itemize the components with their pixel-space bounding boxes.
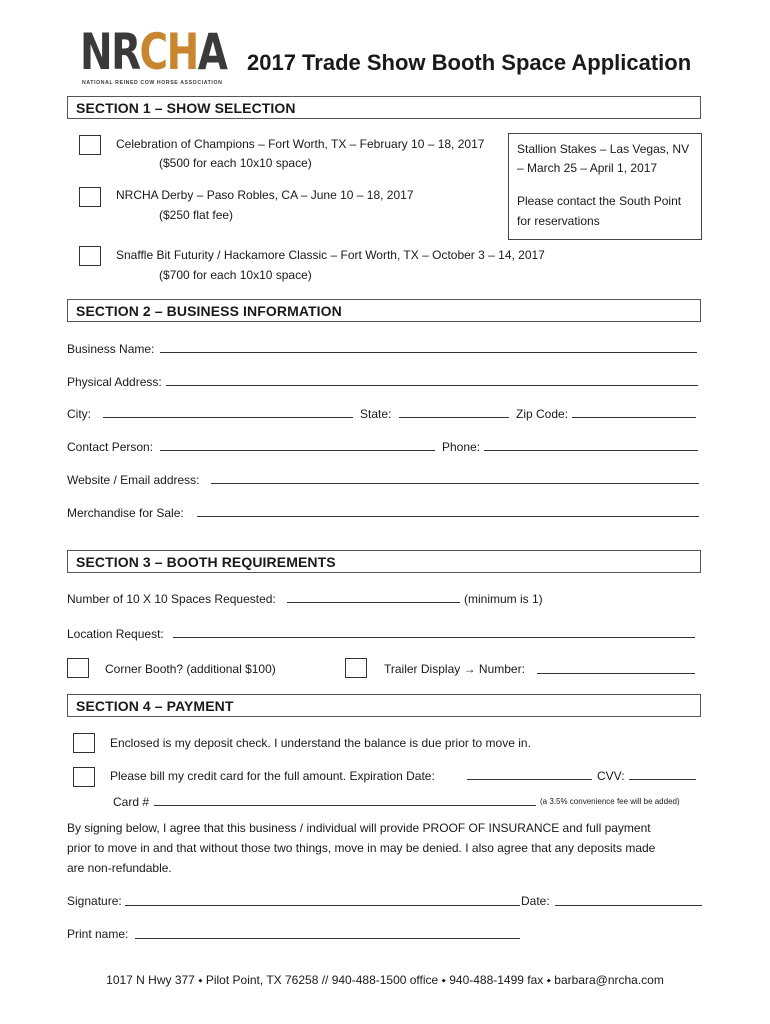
signature-field[interactable]	[125, 905, 520, 906]
website-field[interactable]	[211, 483, 699, 484]
section-1-header: SECTION 1 – SHOW SELECTION	[67, 96, 701, 119]
contact-person-label: Contact Person:	[67, 440, 154, 454]
spaces-field[interactable]	[287, 602, 460, 603]
stallion-line1: Stallion Stakes – Las Vegas, NV	[517, 142, 690, 156]
spaces-label: Number of 10 X 10 Spaces Requested:	[67, 592, 276, 606]
contact-person-field[interactable]	[160, 450, 435, 451]
cvv-field[interactable]	[629, 779, 696, 780]
print-name-field[interactable]	[135, 938, 520, 939]
location-field[interactable]	[173, 637, 695, 638]
merchandise-field[interactable]	[197, 516, 699, 517]
trailer-display-label: Trailer Display → Number:	[384, 662, 525, 676]
business-name-field[interactable]	[160, 352, 697, 353]
card-number-field[interactable]	[154, 805, 536, 806]
credit-card-label: Please bill my credit card for the full amount. Expiration Date:	[110, 769, 435, 783]
expiration-date-field[interactable]	[467, 779, 592, 780]
page-title: 2017 Trade Show Booth Space Application	[247, 50, 692, 75]
card-number-label: Card #	[113, 795, 150, 809]
state-field[interactable]	[399, 417, 509, 418]
footer-contact: 1017 N Hwy 377 ⬩ Pilot Point, TX 76258 // 940-488-1500 office ⬩ 940-488-1499 fax ⬩ barbara@nrcha.com	[106, 973, 664, 987]
section-4-header: SECTION 4 – PAYMENT	[67, 694, 701, 717]
cvv-label: CVV:	[597, 769, 625, 783]
city-field[interactable]	[103, 417, 353, 418]
minimum-note: (minimum is 1)	[464, 592, 543, 606]
stallion-line4: for reservations	[517, 214, 600, 228]
checkbox-deposit-check[interactable]	[73, 733, 95, 753]
zip-label: Zip Code:	[516, 407, 569, 421]
stallion-line3: Please contact the South Point	[517, 194, 682, 208]
checkbox-celebration-of-champions[interactable]	[79, 135, 101, 155]
business-name-label: Business Name:	[67, 342, 155, 356]
physical-address-label: Physical Address:	[67, 375, 162, 389]
stallion-line2: – March 25 – April 1, 2017	[517, 161, 658, 175]
city-label: City:	[67, 407, 91, 421]
section-2-header: SECTION 2 – BUSINESS INFORMATION	[67, 299, 701, 322]
date-field[interactable]	[555, 905, 702, 906]
location-label: Location Request:	[67, 627, 164, 641]
phone-label: Phone:	[442, 440, 481, 454]
checkbox-credit-card[interactable]	[73, 767, 95, 787]
corner-booth-label: Corner Booth? (additional $100)	[105, 662, 276, 676]
deposit-label: Enclosed is my deposit check. I understand the balance is due prior to move in.	[110, 736, 531, 750]
merchandise-label: Merchandise for Sale:	[67, 506, 184, 520]
physical-address-field[interactable]	[166, 385, 698, 386]
option-snaffle-line1: Snaffle Bit Futurity / Hackamore Classic – Fort Worth, TX – October 3 – 14, 2017	[116, 248, 545, 262]
zip-field[interactable]	[572, 417, 696, 418]
checkbox-snaffle-bit-futurity[interactable]	[79, 246, 101, 266]
website-label: Website / Email address:	[67, 473, 200, 487]
option-snaffle-line2: ($700 for each 10x10 space)	[159, 268, 312, 282]
checkbox-corner-booth[interactable]	[67, 658, 89, 678]
option-derby-line1: NRCHA Derby – Paso Robles, CA – June 10 – 18, 2017	[116, 188, 414, 202]
trailer-number-field[interactable]	[537, 673, 695, 674]
checkbox-nrcha-derby[interactable]	[79, 187, 101, 207]
convenience-fee-note: (a 3.5% convenience fee will be added)	[540, 797, 680, 806]
print-name-label: Print name:	[67, 927, 129, 941]
section-3-header: SECTION 3 – BOOTH REQUIREMENTS	[67, 550, 701, 573]
option-celebration-line2: ($500 for each 10x10 space)	[159, 156, 312, 170]
logo-wordmark: NRCHA	[80, 23, 227, 81]
checkbox-trailer-display[interactable]	[345, 658, 367, 678]
signature-label: Signature:	[67, 894, 122, 908]
stallion-stakes-box	[508, 133, 702, 240]
option-celebration-line1: Celebration of Champions – Fort Worth, TX – February 10 – 18, 2017	[116, 137, 485, 151]
state-label: State:	[360, 407, 392, 421]
phone-field[interactable]	[484, 450, 698, 451]
agreement-text: By signing below, I agree that this business / individual will provide PROOF OF INSURANCE and full payment prior to move in and that without those two things, move in may be denied. I also agree that any deposits made are non-refundable.	[67, 821, 656, 875]
nrcha-logo	[80, 23, 227, 92]
date-label: Date:	[521, 894, 550, 908]
logo-subtitle: NATIONAL REINED COW HORSE ASSOCIATION	[82, 80, 223, 86]
option-derby-line2: ($250 flat fee)	[159, 208, 234, 222]
